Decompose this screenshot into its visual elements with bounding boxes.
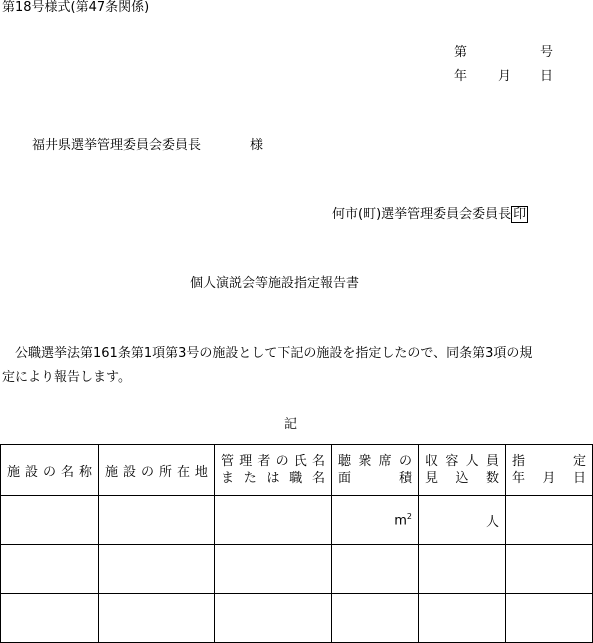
sender (332, 207, 528, 223)
cell-designation-date[interactable] (506, 594, 593, 643)
body-text-line-1: 公職選挙法第161条第1項第3号の施設として下記の施設を指定したので、同条第3項の規 (15, 346, 533, 361)
cell-facility-location[interactable] (99, 545, 215, 594)
cell-seating-area[interactable] (332, 496, 419, 545)
sender-name: 何市(町)選挙管理委員会委員長 (332, 207, 512, 222)
table-header-row (1, 445, 593, 496)
doc-number-suffix: 号 (540, 45, 554, 60)
cell-capacity[interactable] (419, 594, 506, 643)
date-month: 月 (498, 69, 512, 84)
date-day: 日 (540, 69, 554, 84)
header-seating-area: 聴 衆 席 の 面 積 (332, 445, 419, 496)
cell-facility-location[interactable] (99, 594, 215, 643)
cell-manager[interactable] (215, 594, 332, 643)
header-capacity: 収 容 人 員 見 込 数 (419, 445, 506, 496)
cell-manager[interactable] (215, 545, 332, 594)
cell-facility-name[interactable] (1, 594, 99, 643)
table-row (1, 545, 593, 594)
ki-heading: 記 (284, 417, 298, 432)
cell-manager[interactable] (215, 496, 332, 545)
table-row (1, 496, 593, 545)
date-year: 年 (454, 69, 468, 84)
cell-designation-date[interactable] (506, 496, 593, 545)
header-facility-name: 施 設 の 名 称 (1, 445, 99, 496)
cell-capacity[interactable] (419, 545, 506, 594)
table-row (1, 594, 593, 643)
facility-table (0, 444, 593, 643)
header-designation-date: 指 定 年 月 日 (506, 445, 593, 496)
header-manager: 管 理 者 の 氏 名 ま た は 職 名 (215, 445, 332, 496)
capacity-unit: 人 (485, 514, 499, 530)
seal-mark: 印 (513, 207, 527, 222)
cell-facility-location[interactable] (99, 496, 215, 545)
area-unit: $m^2$ (394, 511, 412, 529)
cell-seating-area[interactable] (332, 594, 419, 643)
document-title: 個人演説会等施設指定報告書 (190, 276, 360, 291)
header-facility-location: 施 設 の 所 在 地 (99, 445, 215, 496)
cell-designation-date[interactable] (506, 545, 593, 594)
addressee-honorific: 様 (250, 138, 264, 153)
form-number: 第18号様式(第47条関係) (2, 0, 150, 15)
cell-capacity[interactable] (419, 496, 506, 545)
doc-number-prefix: 第 (454, 45, 468, 60)
addressee-name: 福井県選挙管理委員会委員長 (32, 138, 202, 153)
body-text-line-2: 定により報告します。 (2, 370, 131, 385)
cell-seating-area[interactable] (332, 545, 419, 594)
cell-facility-name[interactable] (1, 496, 99, 545)
cell-facility-name[interactable] (1, 545, 99, 594)
